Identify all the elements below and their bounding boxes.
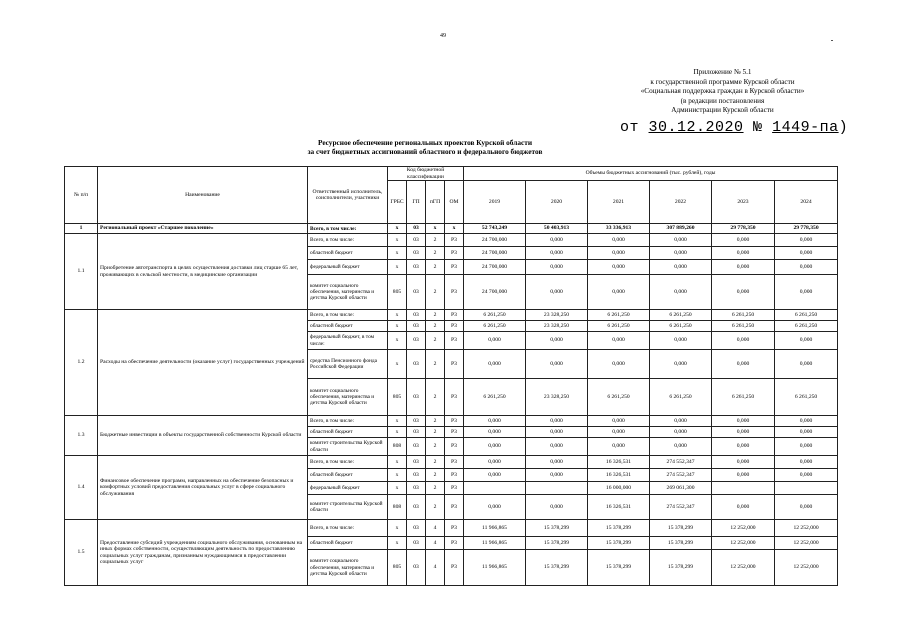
gp-cell: 03 xyxy=(407,469,426,482)
om-cell: P3 xyxy=(445,416,464,427)
header-year: 2024 xyxy=(775,181,838,224)
value-cell: 0,000 xyxy=(526,275,588,310)
grbs-cell: x xyxy=(388,247,407,260)
document-title xyxy=(300,138,550,156)
appendix-block xyxy=(590,68,855,116)
executor-cell: Всего, в том числе: xyxy=(308,234,388,247)
value-cell: 0,000 xyxy=(464,350,526,379)
value-cell: 16 000,000 xyxy=(588,482,650,495)
row-name: Региональный проект «Старшее поколение» xyxy=(98,224,308,234)
value-cell: 0,000 xyxy=(526,260,588,275)
executor-cell: комитет строительства Курской области xyxy=(308,495,388,520)
value-cell: 0,000 xyxy=(775,247,838,260)
value-cell: 0,000 xyxy=(464,416,526,427)
value-cell: 15 378,299 xyxy=(650,550,712,586)
value-cell: 6 261,250 xyxy=(650,310,712,321)
value-cell: 0,000 xyxy=(775,260,838,275)
om-cell: P3 xyxy=(445,260,464,275)
om-cell: P3 xyxy=(445,469,464,482)
value-cell: 29 778,350 xyxy=(712,224,775,234)
stamp-close: ) xyxy=(838,119,849,136)
value-cell: 274 552,347 xyxy=(650,456,712,469)
pgp-cell: 2 xyxy=(426,438,445,456)
table-row xyxy=(65,416,838,427)
appendix-line: к государственной программе Курской области xyxy=(650,77,795,86)
value-cell: 0,000 xyxy=(526,456,588,469)
value-cell: 11 966,865 xyxy=(464,520,526,537)
value-cell: 0,000 xyxy=(526,469,588,482)
value-cell: 0,000 xyxy=(650,260,712,275)
header-code-group: Код бюджетной классификации xyxy=(388,167,464,181)
pgp-cell: 2 xyxy=(426,482,445,495)
executor-cell: федеральный бюджет, в том числе: xyxy=(308,332,388,350)
resource-table xyxy=(64,166,838,586)
header-year: 2023 xyxy=(712,181,775,224)
om-cell: P3 xyxy=(445,234,464,247)
appendix-line: Администрации Курской области xyxy=(671,106,774,115)
value-cell: 23 328,250 xyxy=(526,379,588,416)
grbs-cell: x xyxy=(388,456,407,469)
executor-cell: областной бюджет xyxy=(308,321,388,332)
value-cell: 15 378,299 xyxy=(526,537,588,550)
row-number: 1 xyxy=(65,224,98,234)
value-cell: 24 700,000 xyxy=(464,275,526,310)
executor-cell: комитет социального обеспечения, материнства и детства Курской области xyxy=(308,275,388,310)
grbs-cell: 805 xyxy=(388,550,407,586)
om-cell: P3 xyxy=(445,427,464,438)
appendix-line: (в редакции постановления xyxy=(680,96,765,105)
grbs-cell: x xyxy=(388,224,407,234)
row-name: Приобретение автотранспорта в целях осуществления доставки лиц старше 65 лет, проживающих в сельской местности, в медицинские организации xyxy=(98,234,308,310)
value-cell: 0,000 xyxy=(650,332,712,350)
stamp-date: 30.12.2020 xyxy=(648,119,744,136)
grbs-cell: 808 xyxy=(388,438,407,456)
executor-cell: комитет социального обеспечения, материнства и детства Курской области xyxy=(308,550,388,586)
gp-cell: 03 xyxy=(407,416,426,427)
header-om: ОМ xyxy=(445,181,464,224)
om-cell: x xyxy=(445,224,464,234)
om-cell: P3 xyxy=(445,321,464,332)
value-cell: 0,000 xyxy=(526,332,588,350)
om-cell: P3 xyxy=(445,550,464,586)
pgp-cell: 2 xyxy=(426,469,445,482)
value-cell: 0,000 xyxy=(650,247,712,260)
appendix-line: «Социальная поддержка граждан в Курской области» xyxy=(640,87,805,96)
value-cell: 0,000 xyxy=(712,495,775,520)
value-cell: 0,000 xyxy=(588,350,650,379)
gp-cell: 03 xyxy=(407,379,426,416)
value-cell: 15 378,299 xyxy=(588,520,650,537)
value-cell: 12 252,000 xyxy=(775,550,838,586)
value-cell: 0,000 xyxy=(712,260,775,275)
value-cell: 0,000 xyxy=(526,247,588,260)
value-cell: 15 378,299 xyxy=(650,520,712,537)
value-cell: 0,000 xyxy=(775,350,838,379)
om-cell: P3 xyxy=(445,482,464,495)
value-cell: 0,000 xyxy=(526,495,588,520)
om-cell: P3 xyxy=(445,438,464,456)
header-year: 2019 xyxy=(464,181,526,224)
pgp-cell: 2 xyxy=(426,310,445,321)
value-cell: 15 378,299 xyxy=(588,550,650,586)
table-row xyxy=(65,224,838,234)
pgp-cell: x xyxy=(426,224,445,234)
value-cell: 50 403,913 xyxy=(526,224,588,234)
header-name: Наименование xyxy=(98,167,308,224)
om-cell: P3 xyxy=(445,537,464,550)
value-cell: 0,000 xyxy=(712,332,775,350)
value-cell: 16 326,531 xyxy=(588,456,650,469)
value-cell: 15 378,299 xyxy=(526,520,588,537)
grbs-cell: x xyxy=(388,482,407,495)
pgp-cell: 2 xyxy=(426,321,445,332)
gp-cell: 03 xyxy=(407,520,426,537)
executor-cell: Всего, в том числе: xyxy=(308,456,388,469)
row-name: Бюджетные инвестиции в объекты государственной собственности Курской области xyxy=(98,416,308,456)
gp-cell: 03 xyxy=(407,260,426,275)
title-line-1: Ресурсное обеспечение региональных проектов Курской области xyxy=(317,138,533,147)
value-cell: 0,000 xyxy=(775,438,838,456)
value-cell: 6 261,250 xyxy=(588,379,650,416)
row-number: 1.1 xyxy=(65,234,98,310)
value-cell: 6 261,250 xyxy=(775,321,838,332)
executor-cell: Всего, в том числе: xyxy=(308,224,388,234)
value-cell: 0,000 xyxy=(464,495,526,520)
value-cell: 274 552,347 xyxy=(650,495,712,520)
header-volumes-group: Объемы бюджетных ассигнований (тыс. рублей), годы xyxy=(464,167,838,181)
gp-cell: 03 xyxy=(407,350,426,379)
om-cell: P3 xyxy=(445,247,464,260)
executor-cell: Всего, в том числе: xyxy=(308,416,388,427)
pgp-cell: 2 xyxy=(426,350,445,379)
value-cell: 23 328,250 xyxy=(526,321,588,332)
grbs-cell: 805 xyxy=(388,275,407,310)
value-cell: 12 252,000 xyxy=(712,537,775,550)
value-cell: 0,000 xyxy=(775,469,838,482)
executor-cell: федеральный бюджет xyxy=(308,482,388,495)
value-cell: 6 261,250 xyxy=(775,310,838,321)
value-cell: 274 552,347 xyxy=(650,469,712,482)
value-cell: 0,000 xyxy=(588,416,650,427)
value-cell: 23 328,250 xyxy=(526,310,588,321)
header-pgp: пГП xyxy=(426,181,445,224)
value-cell: 24 700,000 xyxy=(464,247,526,260)
table-row xyxy=(65,310,838,321)
header-num: № п/п xyxy=(65,167,98,224)
table-row xyxy=(65,520,838,537)
pgp-cell: 4 xyxy=(426,520,445,537)
executor-cell: средства Пенсионного фонда Российской Федерации xyxy=(308,350,388,379)
value-cell: 0,000 xyxy=(526,427,588,438)
executor-cell: областной бюджет xyxy=(308,469,388,482)
value-cell: 6 261,250 xyxy=(588,310,650,321)
grbs-cell: x xyxy=(388,310,407,321)
value-cell: 0,000 xyxy=(775,234,838,247)
gp-cell: 03 xyxy=(407,550,426,586)
value-cell: 52 743,249 xyxy=(464,224,526,234)
pgp-cell: 2 xyxy=(426,234,445,247)
gp-cell: 03 xyxy=(407,310,426,321)
grbs-cell: x xyxy=(388,416,407,427)
row-number: 1.3 xyxy=(65,416,98,456)
value-cell: 15 378,299 xyxy=(650,537,712,550)
gp-cell: 03 xyxy=(407,247,426,260)
om-cell: P3 xyxy=(445,456,464,469)
value-cell: 6 261,250 xyxy=(464,379,526,416)
header-gp: ГП xyxy=(407,181,426,224)
executor-cell: комитет социального обеспечения, материнства и детства Курской области xyxy=(308,379,388,416)
value-cell: 0,000 xyxy=(588,275,650,310)
executor-cell: Всего, в том числе: xyxy=(308,310,388,321)
value-cell: 24 700,000 xyxy=(464,234,526,247)
value-cell: 6 261,250 xyxy=(650,379,712,416)
table-row xyxy=(65,456,838,469)
page-number: 49 xyxy=(440,33,446,39)
om-cell: P3 xyxy=(445,350,464,379)
executor-cell: федеральный бюджет xyxy=(308,260,388,275)
gp-cell: 03 xyxy=(407,482,426,495)
pgp-cell: 2 xyxy=(426,495,445,520)
grbs-cell: x xyxy=(388,537,407,550)
pgp-cell: 2 xyxy=(426,275,445,310)
row-name: Предоставление субсидий учреждениям социального обслуживания, основанным на иных формах собственности, осуществляющим деятельность по предоставлению социальных услуг гражданам, признанным нуждающимися в предоставлении социальных услуг xyxy=(98,520,308,586)
scan-speck xyxy=(831,40,833,41)
value-cell: 0,000 xyxy=(712,275,775,310)
value-cell: 0,000 xyxy=(464,456,526,469)
value-cell: 0,000 xyxy=(712,234,775,247)
grbs-cell: x xyxy=(388,332,407,350)
value-cell: 15 378,299 xyxy=(526,550,588,586)
value-cell: 0,000 xyxy=(775,495,838,520)
pgp-cell: 2 xyxy=(426,260,445,275)
om-cell: P3 xyxy=(445,520,464,537)
value-cell: 307 889,260 xyxy=(650,224,712,234)
row-name: Расходы на обеспечение деятельности (оказание услуг) государственных учреждений xyxy=(98,310,308,416)
value-cell: 6 261,250 xyxy=(712,321,775,332)
grbs-cell: x xyxy=(388,260,407,275)
value-cell: 0,000 xyxy=(588,427,650,438)
resolution-stamp xyxy=(620,119,848,136)
row-number: 1.4 xyxy=(65,456,98,520)
value-cell: 0,000 xyxy=(526,438,588,456)
appendix-line: Приложение № 5.1 xyxy=(693,68,752,76)
value-cell: 11 966,865 xyxy=(464,537,526,550)
value-cell: 0,000 xyxy=(588,438,650,456)
pgp-cell: 2 xyxy=(426,427,445,438)
executor-cell: областной бюджет xyxy=(308,537,388,550)
value-cell: 6 261,250 xyxy=(464,321,526,332)
value-cell: 0,000 xyxy=(464,469,526,482)
pgp-cell: 2 xyxy=(426,379,445,416)
value-cell: 6 261,250 xyxy=(588,321,650,332)
value-cell: 33 336,913 xyxy=(588,224,650,234)
table-row xyxy=(65,234,838,247)
value-cell: 0,000 xyxy=(464,332,526,350)
value-cell: 6 261,250 xyxy=(775,379,838,416)
pgp-cell: 4 xyxy=(426,537,445,550)
gp-cell: 03 xyxy=(407,456,426,469)
executor-cell: Всего, в том числе: xyxy=(308,520,388,537)
value-cell: 0,000 xyxy=(526,416,588,427)
value-cell: 16 326,531 xyxy=(588,469,650,482)
value-cell: 0,000 xyxy=(526,350,588,379)
value-cell: 0,000 xyxy=(712,469,775,482)
pgp-cell: 4 xyxy=(426,550,445,586)
pgp-cell: 2 xyxy=(426,332,445,350)
grbs-cell: x xyxy=(388,469,407,482)
value-cell: 0,000 xyxy=(712,438,775,456)
stamp-sign: № xyxy=(753,119,763,136)
grbs-cell: x xyxy=(388,520,407,537)
header-year: 2021 xyxy=(588,181,650,224)
pgp-cell: 2 xyxy=(426,416,445,427)
title-line-2: за счет бюджетных ассигнований областного и федерального бюджетов xyxy=(307,147,543,157)
gp-cell: 03 xyxy=(407,438,426,456)
gp-cell: 03 xyxy=(407,234,426,247)
value-cell: 12 252,000 xyxy=(712,520,775,537)
executor-cell: областной бюджет xyxy=(308,427,388,438)
header-grbs: ГРБС xyxy=(388,181,407,224)
value-cell: 0,000 xyxy=(650,234,712,247)
om-cell: P3 xyxy=(445,332,464,350)
value-cell: 12 252,000 xyxy=(712,550,775,586)
om-cell: P3 xyxy=(445,379,464,416)
value-cell: 0,000 xyxy=(588,332,650,350)
gp-cell: 03 xyxy=(407,321,426,332)
value-cell: 0,000 xyxy=(712,456,775,469)
stamp-prefix: от xyxy=(620,119,640,136)
grbs-cell: 805 xyxy=(388,379,407,416)
executor-cell: комитет строительства Курской области xyxy=(308,438,388,456)
row-name: Финансовое обеспечение программ, направленных на обеспечение безопасных и комфортных условий предоставления социальных услуг в сфере социального обслуживания xyxy=(98,456,308,520)
grbs-cell: x xyxy=(388,427,407,438)
header-year: 2022 xyxy=(650,181,712,224)
gp-cell: 03 xyxy=(407,537,426,550)
value-cell: 24 700,000 xyxy=(464,260,526,275)
value-cell: 11 966,865 xyxy=(464,550,526,586)
value-cell: 0,000 xyxy=(775,456,838,469)
value-cell: 0,000 xyxy=(775,416,838,427)
value-cell: 0,000 xyxy=(712,427,775,438)
gp-cell: 03 xyxy=(407,332,426,350)
value-cell: 0,000 xyxy=(650,438,712,456)
value-cell: 0,000 xyxy=(464,438,526,456)
gp-cell: 03 xyxy=(407,224,426,234)
om-cell: P3 xyxy=(445,310,464,321)
value-cell: 15 378,299 xyxy=(588,537,650,550)
header-year: 2020 xyxy=(526,181,588,224)
value-cell: 0,000 xyxy=(650,416,712,427)
grbs-cell: 808 xyxy=(388,495,407,520)
value-cell: 0,000 xyxy=(464,427,526,438)
row-number: 1.2 xyxy=(65,310,98,416)
grbs-cell: x xyxy=(388,350,407,379)
value-cell: 0,000 xyxy=(588,247,650,260)
value-cell: 6 261,250 xyxy=(464,310,526,321)
value-cell xyxy=(775,482,838,495)
om-cell: P3 xyxy=(445,495,464,520)
value-cell xyxy=(712,482,775,495)
gp-cell: 03 xyxy=(407,427,426,438)
pgp-cell: 2 xyxy=(426,456,445,469)
grbs-cell: x xyxy=(388,234,407,247)
gp-cell: 03 xyxy=(407,495,426,520)
value-cell: 0,000 xyxy=(775,332,838,350)
value-cell: 0,000 xyxy=(526,234,588,247)
value-cell: 0,000 xyxy=(712,416,775,427)
row-number: 1.5 xyxy=(65,520,98,586)
value-cell: 0,000 xyxy=(775,275,838,310)
value-cell: 0,000 xyxy=(775,427,838,438)
value-cell: 0,000 xyxy=(650,427,712,438)
value-cell: 0,000 xyxy=(650,275,712,310)
value-cell: 269 061,300 xyxy=(650,482,712,495)
value-cell: 0,000 xyxy=(588,234,650,247)
value-cell: 0,000 xyxy=(588,260,650,275)
value-cell: 29 778,350 xyxy=(775,224,838,234)
value-cell xyxy=(526,482,588,495)
gp-cell: 03 xyxy=(407,275,426,310)
value-cell: 12 252,000 xyxy=(775,520,838,537)
value-cell: 0,000 xyxy=(712,350,775,379)
value-cell: 12 252,000 xyxy=(775,537,838,550)
header-executor: Ответственный исполнитель, соисполнители, участники xyxy=(308,167,388,224)
value-cell: 0,000 xyxy=(712,247,775,260)
value-cell xyxy=(464,482,526,495)
stamp-number: 1449-па xyxy=(772,119,839,136)
grbs-cell: x xyxy=(388,321,407,332)
value-cell: 6 261,250 xyxy=(650,321,712,332)
value-cell: 6 261,250 xyxy=(712,379,775,416)
value-cell: 16 326,531 xyxy=(588,495,650,520)
pgp-cell: 2 xyxy=(426,247,445,260)
value-cell: 0,000 xyxy=(650,350,712,379)
om-cell: P3 xyxy=(445,275,464,310)
value-cell: 6 261,250 xyxy=(712,310,775,321)
executor-cell: областной бюджет xyxy=(308,247,388,260)
